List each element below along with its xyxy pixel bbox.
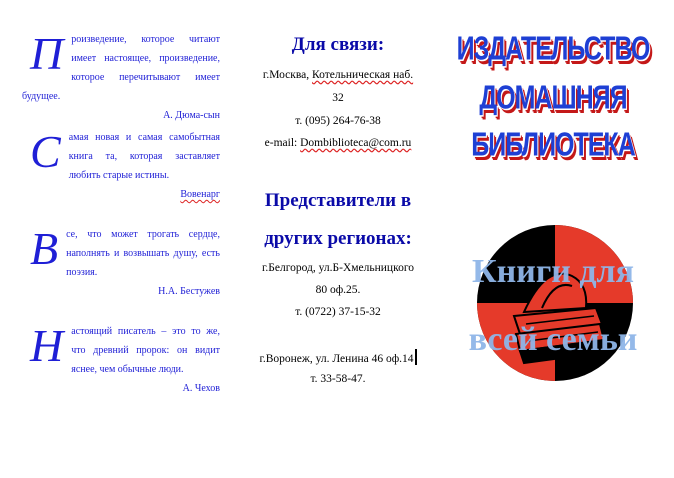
voronezh-address-line[interactable] [238, 349, 438, 365]
belgorod-address: г.Белгород, ул.Б-Хмельницкого [261, 262, 415, 274]
voronezh-address: г.Воронеж, ул. Ленина 46 оф.14 [259, 353, 414, 365]
moscow-city: г.Москва, [262, 69, 313, 81]
quote-3-initial: В [30, 223, 59, 274]
quote-1 [22, 30, 220, 125]
quote-2-author: Вовенарг [180, 189, 220, 200]
quote-2 [22, 128, 220, 204]
email-label: e-mail: [264, 137, 301, 149]
moscow-street: Котельническая наб. [312, 69, 414, 81]
quote-3-author: Н.А. Бестужев [158, 286, 220, 297]
quote-4-text: астоящий писатель – это то же, что древний пророк: он видит яснее, чем обычные люди. [71, 326, 220, 375]
publisher-line-3: БИБЛИОТЕКА [471, 126, 635, 164]
quote-1-initial: П [30, 28, 64, 79]
quote-2-initial: С [30, 126, 61, 177]
regions-heading-2: других регионах: [264, 228, 412, 249]
publisher-line-1: ИЗДАТЕЛЬСТВО [456, 30, 650, 68]
slogan-line-2: всей семьи [468, 321, 638, 358]
quote-3 [22, 225, 220, 301]
quote-4 [22, 322, 220, 398]
belgorod-phone: т. (0722) 37-15-32 [295, 306, 381, 318]
moscow-house: 32 [332, 92, 344, 104]
quote-4-initial: Н [30, 320, 64, 371]
email-address[interactable]: Dombiblioteca@com.ru [300, 137, 412, 149]
quote-3-text: се, что может трогать сердце, наполнять и возвышать душу, есть поэзия. [66, 229, 220, 278]
quote-2-text: амая новая и самая самобытная книга та, которая заставляет любить старые истины. [68, 132, 220, 181]
belgorod-office: 80 оф.25. [315, 284, 361, 296]
email-line [238, 137, 438, 149]
moscow-address [238, 69, 438, 81]
text-cursor [415, 349, 417, 365]
quote-1-text: роизведение, которое читают имеет настоящее, произведение, которое перечитывают имеет будущее. [22, 34, 220, 102]
voronezh-phone: т. 33-58-47. [310, 373, 366, 385]
quote-4-author: А. Чехов [182, 383, 220, 394]
quote-1-author: А. Дюма-сын [163, 110, 220, 121]
moscow-phone: т. (095) 264-76-38 [295, 115, 381, 127]
regions-heading-1: Представители в [264, 190, 412, 211]
contact-heading: Для связи: [291, 34, 385, 55]
slogan-line-1: Книги для [471, 253, 635, 290]
publisher-line-2: ДОМАШНЯЯ [479, 79, 627, 117]
